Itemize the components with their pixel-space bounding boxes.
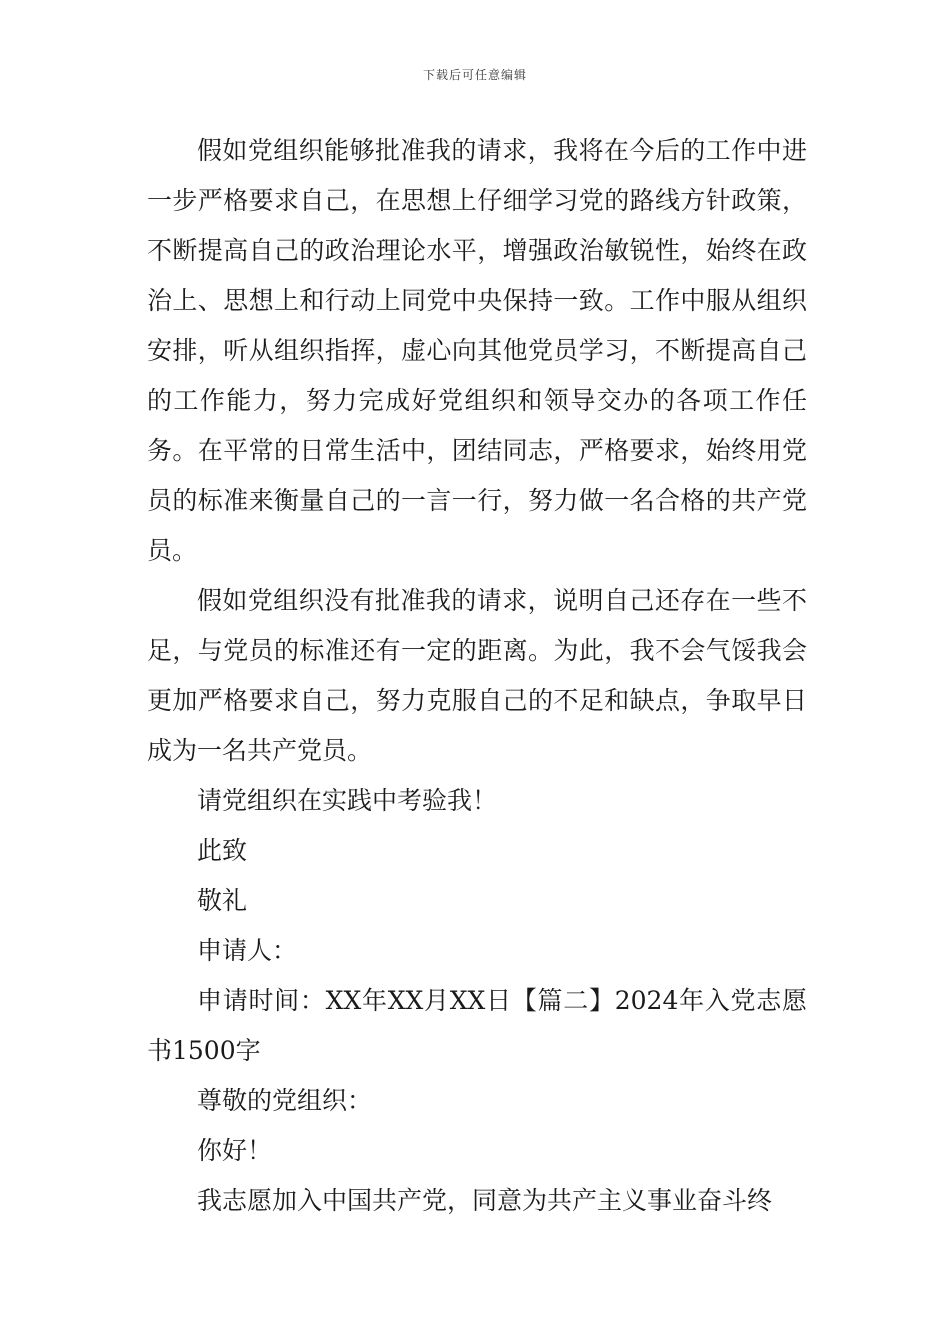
line-salutation: 尊敬的党组织： <box>197 1086 373 1115</box>
paragraph-volunteer: 我志愿加入中国共产党，同意为共产主义事业奋斗终 <box>197 1186 773 1215</box>
line-jingli: 敬礼 <box>197 886 248 915</box>
paragraph-not-approved: 假如党组织没有批准我的请求，说明自己还存在一些不足，与党员的标准还有一定的距离。为此，我不会气馁我会更加严格要求自己，努力克服自己的不足和缺点，争取早日成为一名共产党员。 <box>147 586 807 765</box>
paragraph-approval: 假如党组织能够批准我的请求，我将在今后的工作中进一步严格要求自己，在思想上仔细学习党的路线方针政策，不断提高自己的政治理论水平，增强政治敏锐性，始终在政治上、思想上和行动上同党中央保持一致。工作中服从组织安排，听从组织指挥，虚心向其他党员学习，不断提高自己的工作能力，努力完成好党组织和领导交办的各项工作任务。在平常的日常生活中，团结同志，严格要求，始终用党员的标准来衡量自己的一言一行，努力做一名合格的共产党员。 <box>147 136 807 565</box>
line-test-me: 请党组织在实践中考验我！ <box>197 786 498 815</box>
document-body <box>147 126 807 1226</box>
header-note: 下载后可任意编辑 <box>422 68 527 82</box>
line-hello: 你好！ <box>197 1136 273 1165</box>
line-cizhi: 此致 <box>197 836 248 865</box>
paragraph-application-time: 申请时间：XX年XX月XX日【篇二】2024年入党志愿书1500字 <box>147 986 807 1065</box>
line-applicant: 申请人： <box>197 936 298 965</box>
